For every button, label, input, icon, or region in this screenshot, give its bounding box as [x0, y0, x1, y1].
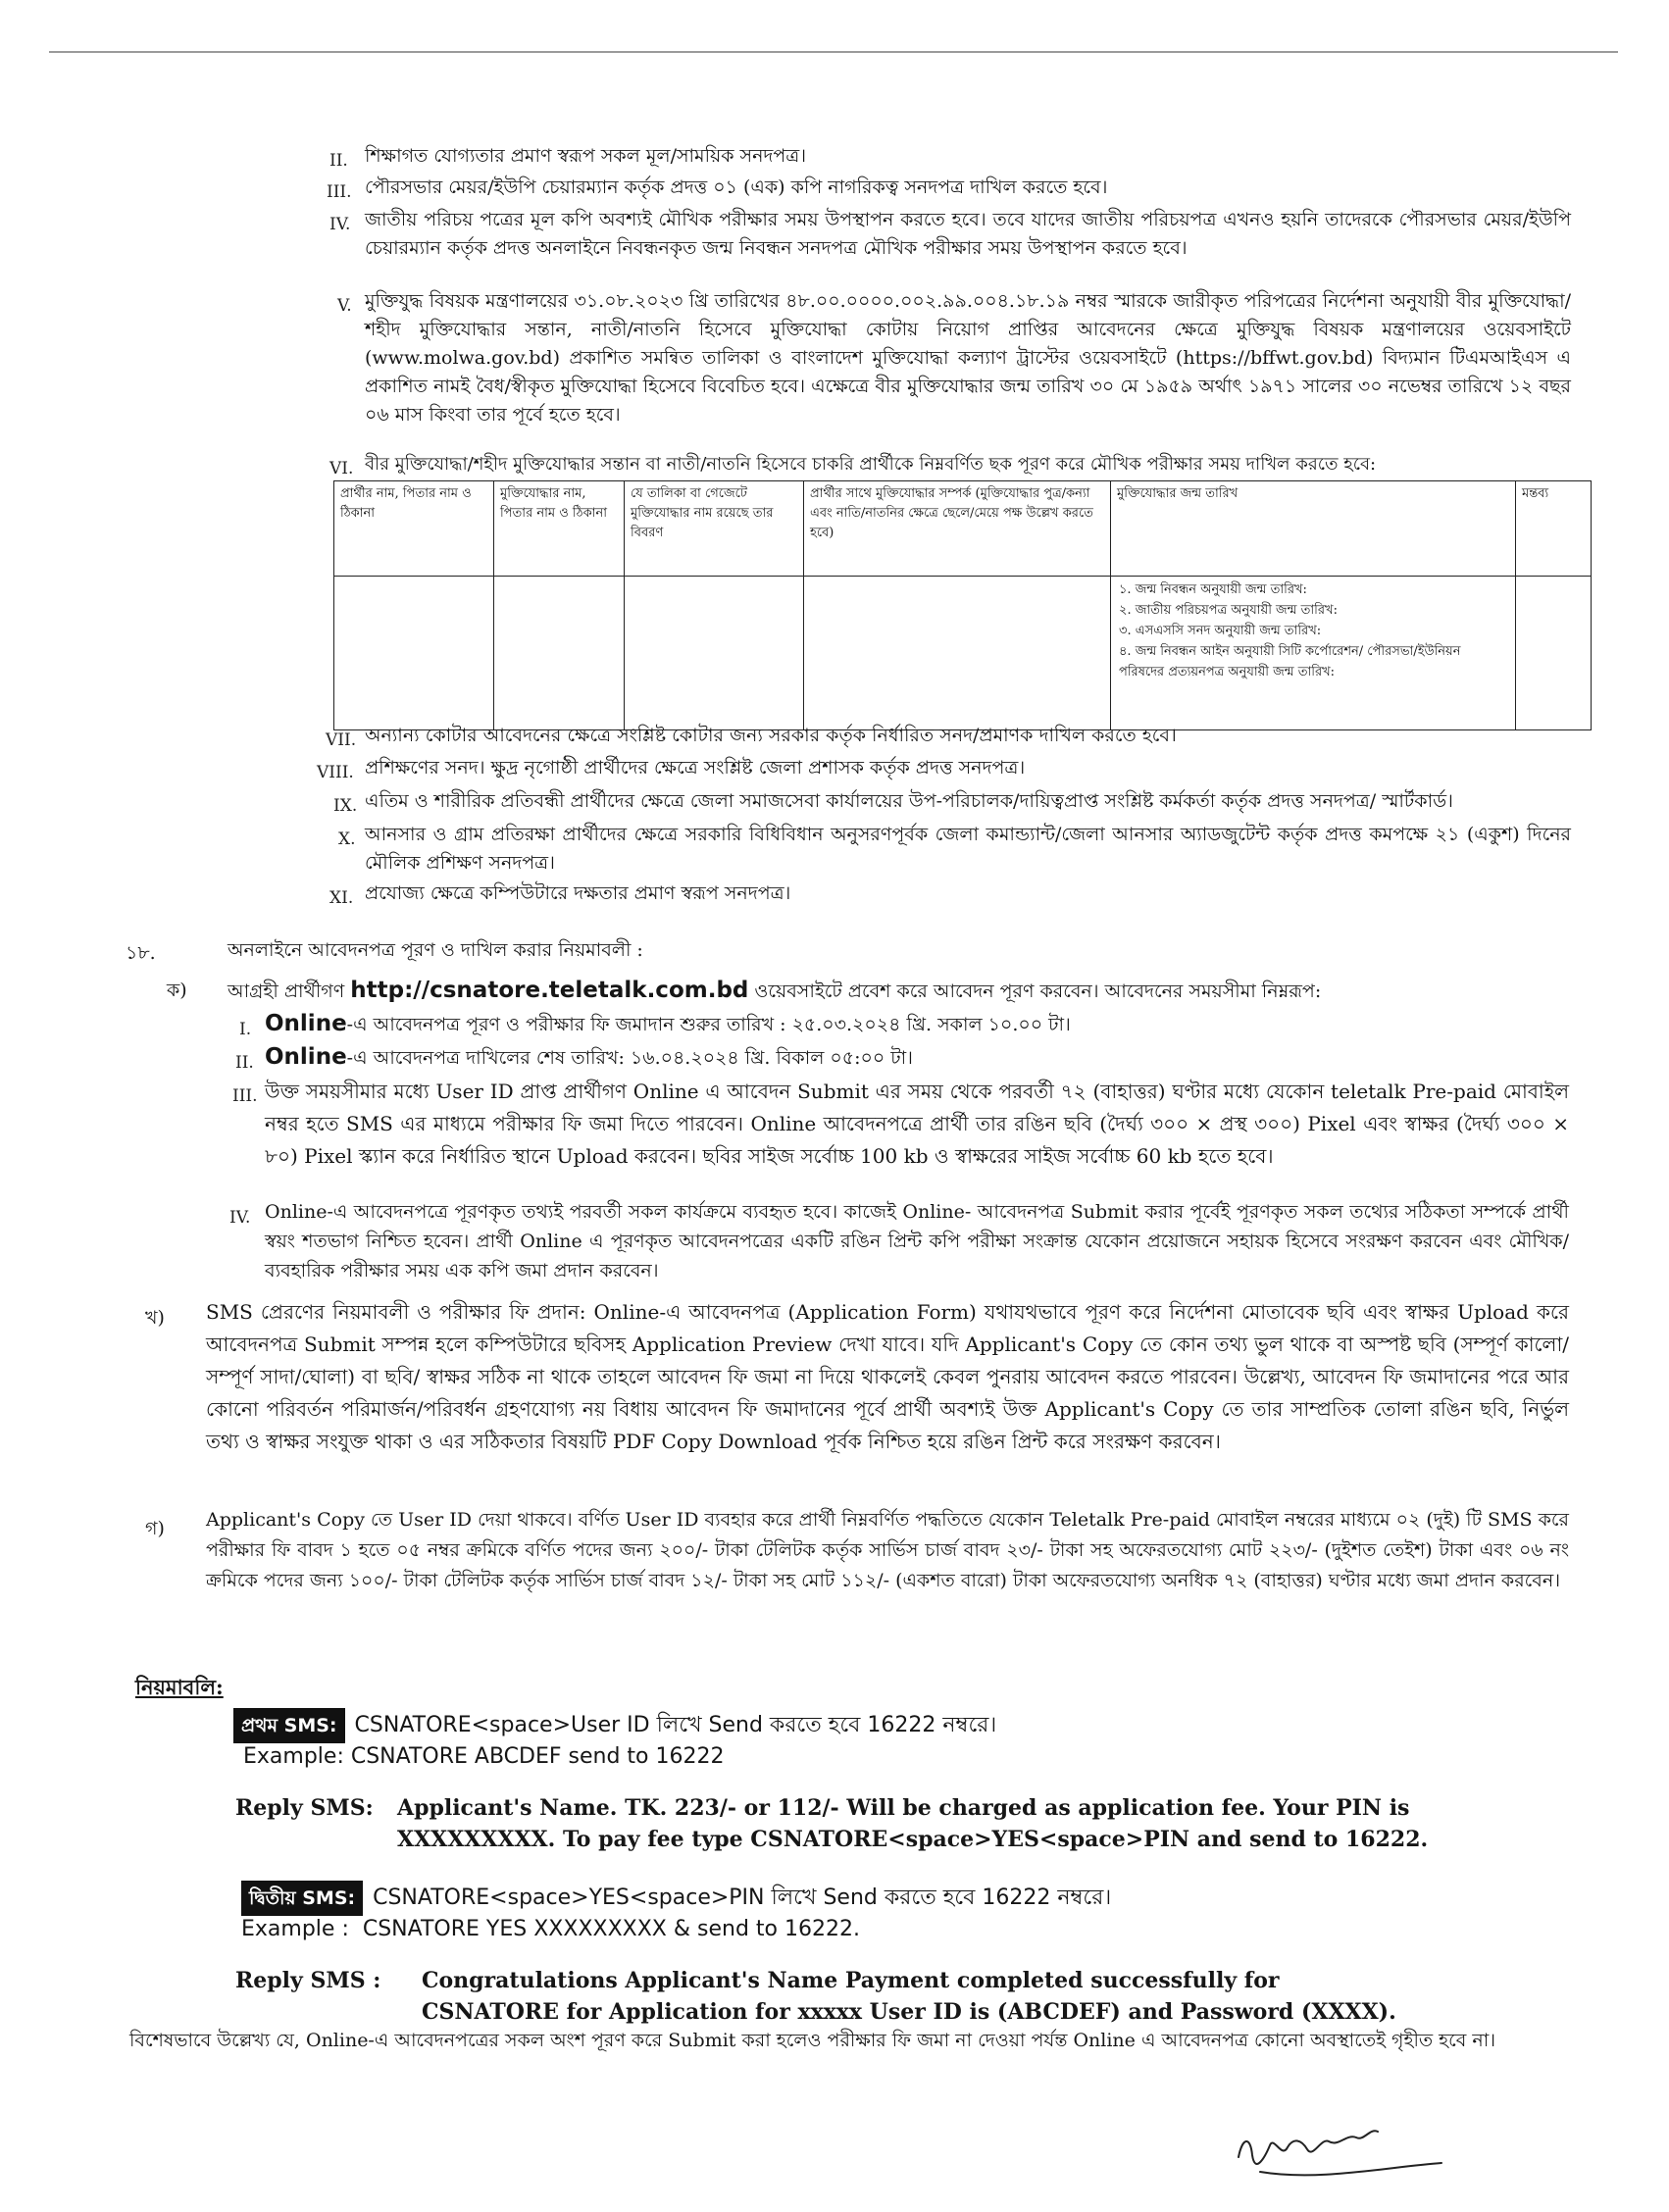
req-num: III. — [327, 182, 352, 202]
req-num: IV. — [329, 215, 351, 234]
second-sms-tag: দ্বিতীয় SMS: — [241, 1881, 363, 1916]
req-text: অন্যান্য কোটার আবেদনের ক্ষেত্রে সংশ্লিষ্ট কোটার জন্য সরকার কর্তৃক নির্ধারিত সনদ/প্রমাণক দাখিল করতে হবে। — [365, 725, 1177, 746]
dob-item: ৪. জন্ম নিবন্ধন আইন অনুযায়ী সিটি কর্পোরেশন/ পৌরসভা/ইউনিয়ন পরিষদের প্রত্যয়নপত্র অনুযায়ী জন্ম তারিখ: — [1119, 644, 1461, 679]
signature-image — [1231, 2098, 1446, 2187]
sub-num: II. — [235, 1053, 254, 1073]
table-cell — [1111, 577, 1516, 730]
table-cell — [625, 577, 804, 730]
req-text: প্রশিক্ষণের সনদ। ক্ষুদ্র নৃগোষ্ঠী প্রার্থীদের ক্ষেত্রে সংশ্লিষ্ট জেলা প্রশাসক কর্তৃক প্রদত্ত সনদপত্র। — [365, 757, 1026, 779]
reply1-line2: XXXXXXXXX. To pay fee type CSNATORE<space>YES<space>PIN and send to 16222. — [397, 1827, 1429, 1852]
req-num: IX. — [333, 796, 358, 816]
req-text: মুক্তিযুদ্ধ বিষয়ক মন্ত্রণালয়ের ৩১.০৮.২০২৩ খ্রি তারিখের ৪৮.০০.০০০০.০০২.৯৯.০০৪.১৮.১৯ নম্বর স্মারকে জারীকৃত পরিপত্রের নির্দেশনা অনুযায়ী বীর মুক্তিযোদ্ধা/শহীদ মুক্তিযোদ্ধার সন্তান, নাতী/নাতনি হিসেবে মুক্তিযোদ্ধা কোটায় নিয়োগ প্রাপ্তির আবেদনের ক্ষেত্রে মুক্তিযুদ্ধ বিষয়ক মন্ত্রণালয়ের ওয়েবসাইটে (www.molwa.gov.bd) প্রকাশিত সমন্বিত তালিকা ও বাংলাদেশ মুক্তিযোদ্ধা কল্যাণ ট্রাস্টের ওয়েবসাইটে (https://bffwt.gov.bd) বিদ্যমান টিএমআইএস এ প্রকাশিত নামই বৈধ/স্বীকৃত মুক্তিযোদ্ধা হিসেবে বিবেচিত হবে। এক্ষেত্রে বীর মুক্তিযোদ্ধার জন্ম তারিখ ৩০ মে ১৯৫৯ অর্থাৎ ১৯৭১ সালের ৩০ নভেম্বর তারিখে ১২ বছর ০৬ মাস কিংবা তার পূর্বে হতে হবে। — [365, 290, 1571, 426]
table-cell — [1516, 577, 1592, 730]
req-text: শিক্ষাগত যোগ্যতার প্রমাণ স্বরূপ সকল মূল/সাময়িক সনদপত্র। — [365, 145, 807, 167]
table-cell — [334, 577, 494, 730]
section-title: অনলাইনে আবেদনপত্র পূরণ ও দাখিল করার নিয়মাবলী : — [228, 939, 643, 961]
dob-list — [1117, 579, 1509, 682]
closing-note: বিশেষভাবে উল্লেখ্য যে, Online-এ আবেদনপত্রের সকল অংশ পূরণ করে Submit করা হলেও পরীক্ষার ফি জমা না দেওয়া পর্যন্ত Online এ আবেদনপত্র কোনো অবস্থাতেই গৃহীত হবে না। — [129, 2030, 1496, 2051]
reply1-line1: Applicant's Name. TK. 223/- or 112/- Will be charged as application fee. Your PIN is — [397, 1795, 1410, 1821]
req-num: VI. — [329, 459, 354, 478]
sub-num: IV. — [229, 1208, 251, 1228]
req-text: প্রযোজ্য ক্ষেত্রে কম্পিউটারে দক্ষতার প্রমাণ স্বরূপ সনদপত্র। — [365, 882, 791, 904]
ga-text: Applicant's Copy তে User ID দেয়া থাকবে। বর্ণিত User ID ব্যবহার করে প্রার্থী নিম্নবর্ণিত পদ্ধতিতে যেকোন Teletalk Pre-paid মোবাইল নম্বরের মাধ্যমে ০২ (দুই) টি SMS করে পরীক্ষার ফি বাবদ ১ হতে ০৫ নম্বর ক্রমিকে বর্ণিত পদের জন্য ২০০/- টাকা টেলিটক কর্তৃক সার্ভিস চার্জ বাবদ ২৩/- টাকা সহ অফেরতযোগ্য মোট ২২৩/- (দুইশত তেইশ) টাকা এবং ০৬ নং ক্রমিকে পদের জন্য ১০০/- টাকা টেলিটক কর্তৃক সার্ভিস চার্জ বাবদ ১২/- টাকা সহ মোট ১১২/- (একশত বারো) টাকা অফেরতযোগ্য অনধিক ৭২ (বাহাত্তর) ঘণ্টার মধ্যে জমা প্রদান করবেন। — [206, 1509, 1569, 1591]
req-text: আনসার ও গ্রাম প্রতিরক্ষা প্রার্থীদের ক্ষেত্রে সরকারি বিধিবিধান অনুসরণপূর্বক জেলা কমান্ড্যান্ট/জেলা আনসার অ্যাডজুটেন্ট কর্তৃক প্রদত্ত কমপক্ষে ২১ (একুশ) দিনের মৌলিক প্রশিক্ষণ সনদপত্র। — [365, 824, 1571, 874]
req-num: X. — [338, 830, 356, 849]
first-sms-line: প্রথম SMS: CSNATORE<space>User ID লিখে Send করতে হবে 16222 নম্বরে। — [233, 1708, 996, 1743]
table-header: প্রার্থীর নাম, পিতার নাম ও ঠিকানা — [334, 481, 494, 577]
sub-text: উক্ত সময়সীমার মধ্যে User ID প্রাপ্ত প্রার্থীগণ Online এ আবেদন Submit এর সময় থেকে পরবর্তী ৭২ (বাহাত্তর) ঘণ্টার মধ্যে যেকোন teletalk Pre-paid মোবাইল নম্বর হতে SMS এর মাধ্যমে পরীক্ষার ফি জমা দিতে পারবেন। Online আবেদনপত্রে প্রার্থী তার রঙিন ছবি (দৈর্ঘ্য ৩০০ × প্রস্থ ৩০০) Pixel এবং স্বাক্ষর (দৈর্ঘ্য ৩০০ × ৮০) Pixel স্ক্যান করে নির্ধারিত স্থানে Upload করবেন। ছবির সাইজ সর্বোচ্চ 100 kb ও স্বাক্ষরের সাইজ সর্বোচ্চ 60 kb হতে হবে। — [265, 1080, 1569, 1168]
timeline-end: Online-এ আবেদনপত্র দাখিলের শেষ তারিখ: ১৬.০৪.২০২৪ খ্রি. বিকাল ০৫:০০ টা। — [265, 1044, 913, 1070]
dob-item: ৩. এসএসসি সনদ অনুযায়ী জন্ম তারিখ: — [1119, 624, 1322, 638]
table-header: প্রার্থীর সাথে মুক্তিযোদ্ধার সম্পর্ক (মুক্তিযোদ্ধার পুত্র/কন্যা এবং নাতি/নাতনির ক্ষেত্রে ছেলে/মেয়ে পক্ষ উল্লেখ করতে হবে) — [804, 481, 1111, 577]
rules-heading: নিয়মাবলি: — [135, 1675, 224, 1699]
ka-pre: আগ্রহী প্রার্থীগণ — [228, 980, 345, 1002]
item-label: গ) — [145, 1518, 165, 1539]
req-num: II. — [329, 151, 348, 171]
table-header: যে তালিকা বা গেজেটে মুক্তিযোদ্ধার নাম রয়েছে তার বিবরণ — [625, 481, 804, 577]
apply-url-link[interactable]: http://csnatore.teletalk.com.bd — [350, 978, 749, 1003]
second-sms-line: দ্বিতীয় SMS: CSNATORE<space>YES<space>PIN লিখে Send করতে হবে 16222 নম্বরে। — [241, 1881, 1111, 1916]
first-example-line: Example: CSNATORE ABCDEF send to 16222 — [243, 1744, 725, 1769]
req-text: এতিম ও শারীরিক প্রতিবন্ধী প্রার্থীদের ক্ষেত্রে জেলা সমাজসেবা কার্যালয়ের উপ-পরিচালক/দায়িত্বপ্রাপ্ত সংশ্লিষ্ট কর্মকর্তা কর্তৃক প্রদত্ত সনদপত্র/ স্মার্টকার্ড। — [365, 790, 1453, 812]
reply2-line1: Congratulations Applicant's Name Payment completed successfully for — [422, 1968, 1280, 1993]
timeline-start: Online-এ আবেদনপত্র পূরণ ও পরীক্ষার ফি জমাদান শুরুর তারিখ : ২৫.০৩.২০২৪ খ্রি. সকাল ১০.০০ টা। — [265, 1011, 1071, 1036]
section-number: ১৮. — [126, 942, 156, 964]
sub-num: I. — [239, 1020, 252, 1039]
table-cell — [804, 577, 1111, 730]
req-num: V. — [337, 296, 352, 316]
req-num: VII. — [326, 730, 357, 750]
reply2-label: Reply SMS : — [235, 1968, 381, 1993]
item-label: খ) — [145, 1307, 165, 1329]
kha-text: SMS প্রেরণের নিয়মাবলী ও পরীক্ষার ফি প্রদান: Online-এ আবেদনপত্র (Application Form) যথাযথভাবে পূরণ করে নির্দেশনা মোতাবেক ছবি এবং স্বাক্ষর Upload করে আবেদনপত্র Submit সম্পন্ন হলে কম্পিউটারে ছবিসহ Application Preview দেখা যাবে। যদি Applicant's Copy তে কোন তথ্য ভুল থাকে বা অস্পষ্ট ছবি (সম্পূর্ণ কালো/সম্পূর্ণ সাদা/ঘোলা) বা ছবি/ স্বাক্ষর সঠিক না থাকে তাহলে আবেদন ফি জমা না দিয়ে থাকলেই কেবল পুনরায় আবেদন করতে পারবেন। উল্লেখ্য, আবেদন ফি জমাদানের পরে আর কোনো পরিবর্তন পরিমার্জন/পরিবর্ধন গ্রহণযোগ্য নয় বিধায় আবেদন ফি জমাদানের পূর্বে প্রার্থী অবশ্যই উক্ত Applicant's Copy তে তার সাম্প্রতিক তোলা রঙিন ছবি, নির্ভুল তথ্য ও স্বাক্ষর সংযুক্ত থাকা ও এর সঠিকতার বিষয়টি PDF Copy Download পূর্বক নিশ্চিত হয়ে রঙিন প্রিন্ট করে সংরক্ষণ করবেন। — [206, 1300, 1569, 1453]
top-rule — [49, 51, 1618, 53]
freedom-fighter-form-table — [333, 480, 1592, 730]
ka-line — [228, 977, 1321, 1006]
table-header: মন্তব্য — [1516, 481, 1592, 577]
item-label: ক) — [167, 980, 187, 1001]
dob-item: ১. জন্ম নিবন্ধন অনুযায়ী জন্ম তারিখ: — [1119, 582, 1307, 597]
sub-text: Online-এ আবেদনপত্রে পূরণকৃত তথ্যই পরবর্তী সকল কার্যক্রমে ব্যবহৃত হবে। কাজেই Online- আবেদনপত্র Submit করার পূর্বেই পূরণকৃত সকল তথ্যের সঠিকতা সম্পর্কে প্রার্থী স্বয়ং শতভাগ নিশ্চিত হবেন। প্রার্থী Online এ পূরণকৃত আবেদনপত্রের একটি রঙিন প্রিন্ট কপি পরীক্ষা সংক্রান্ত যেকোন প্রয়োজনে সহায়ক হিসেবে সংরক্ষণ করবেন এবং মৌখিক/ব্যবহারিক পরীক্ষার সময় এক কপি জমা প্রদান করবেন। — [265, 1201, 1569, 1282]
req-text: পৌরসভার মেয়র/ইউপি চেয়ারম্যান কর্তৃক প্রদত্ত ০১ (এক) কপি নাগরিকত্ব সনদপত্র দাখিল করতে হবে। — [365, 176, 1108, 198]
second-example-line: Example : CSNATORE YES XXXXXXXXX & send to 16222. — [241, 1917, 860, 1941]
dob-item: ২. জাতীয় পরিচয়পত্র অনুযায়ী জন্ম তারিখ: — [1119, 603, 1338, 618]
req-num: XI. — [329, 888, 354, 908]
reply1-label: Reply SMS: — [235, 1795, 374, 1821]
sub-num: III. — [232, 1086, 258, 1106]
table-cell — [494, 577, 625, 730]
first-sms-tag: প্রথম SMS: — [233, 1708, 345, 1743]
ka-post: ওয়েবসাইটে প্রবেশ করে আবেদন পূরণ করবেন। আবেদনের সময়সীমা নিম্নরূপ: — [754, 980, 1322, 1002]
req-text: জাতীয় পরিচয় পত্রের মূল কপি অবশ্যই মৌখিক পরীক্ষার সময় উপস্থাপন করতে হবে। তবে যাদের জাতীয় পরিচয়পত্র এখনও হয়নি তাদেরকে পৌরসভার মেয়র/ইউপি চেয়ারম্যান কর্তৃক প্রদত্ত অনলাইনে নিবন্ধনকৃত জন্ম নিবন্ধন সনদপত্র মৌখিক পরীক্ষার সময় উপস্থাপন করতে হবে। — [365, 209, 1571, 259]
req-num: VIII. — [317, 763, 354, 782]
req-text: বীর মুক্তিযোদ্ধা/শহীদ মুক্তিযোদ্ধার সন্তান বা নাতী/নাতনি হিসেবে চাকরি প্রার্থীকে নিম্নবর্ণিত ছক পূরণ করে মৌখিক পরীক্ষার সময় দাখিল করতে হবে: — [365, 454, 1377, 475]
table-header: মুক্তিযোদ্ধার জন্ম তারিখ — [1111, 481, 1516, 577]
table-header: মুক্তিযোদ্ধার নাম, পিতার নাম ও ঠিকানা — [494, 481, 625, 577]
reply2-line2: CSNATORE for Application for xxxxx User ID is (ABCDEF) and Password (XXXX). — [422, 1999, 1396, 2025]
